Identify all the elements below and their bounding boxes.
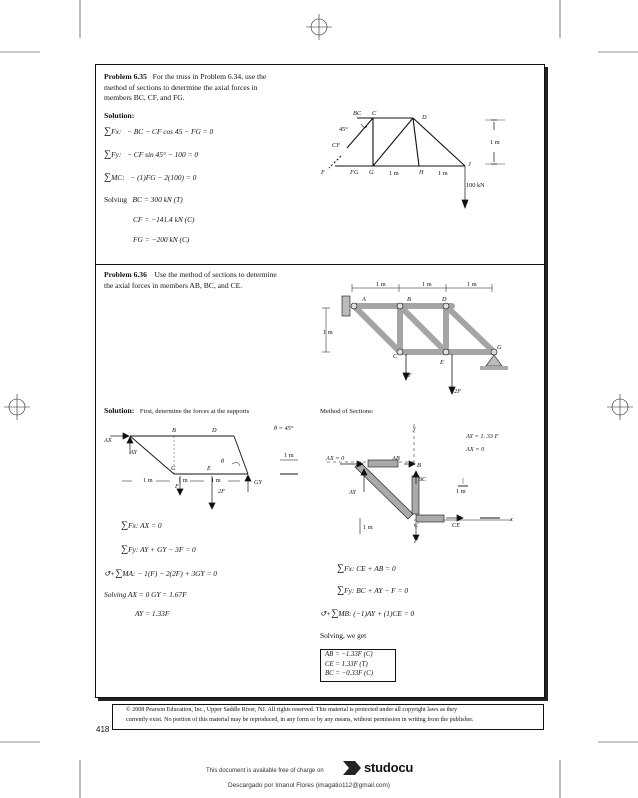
dim-label: 1 m [143, 477, 153, 484]
solution-label: Solution: [104, 111, 135, 120]
label-c: C [414, 522, 419, 529]
result-ay: AY = 1.33F [135, 609, 170, 618]
label-c: C [393, 353, 398, 360]
label-b: B [417, 462, 421, 469]
equation-sum-fy: ∑Fy: − CF sin 45° − 100 = 0 [104, 149, 199, 160]
label-d: D [212, 427, 217, 434]
equation-sum-fy: ∑Fy: AY + GY − 3F = 0 [121, 544, 196, 555]
label-ay: AY [130, 449, 138, 456]
result-ab: AB = −1.33F (C) [325, 651, 373, 658]
label-c: C [372, 110, 377, 117]
dim-label: 1 m [284, 452, 294, 459]
dim-label: 1 m [211, 477, 221, 484]
dim-label: 1 m [422, 281, 432, 288]
result-fg: FG = −200 kN (C) [133, 235, 190, 244]
result-cf: CF = −141.4 kN (C) [133, 215, 195, 224]
dim-label: 1 m [467, 281, 477, 288]
dim-label: 1 m [363, 524, 373, 531]
label-ax-zero: AX = 0 [326, 455, 345, 462]
label-x-axis: x [510, 516, 513, 523]
label-ax: AX [104, 437, 112, 444]
solving-supports: Solving AX = 0 GY = 1.67F [104, 590, 187, 599]
solving-line: Solving BC = 300 kN (T) [104, 195, 183, 204]
label-g: G [497, 344, 502, 351]
label-b: B [407, 296, 411, 303]
equation-sum-fx: ∑Fx: AX = 0 [121, 520, 162, 531]
dim-label: 1 m [376, 281, 386, 288]
statement-line: method of sections to determine the axial forces in [104, 82, 258, 92]
dim-label: 1 m [456, 488, 466, 495]
statement-line: members BC, CF, and FG. [104, 93, 185, 102]
copyright-line: © 2008 Pearson Education, Inc., Upper Saddle River, NJ. All rights reserved. This material is protected under all copyright laws as they [126, 707, 458, 713]
statement-line: For the truss in Problem 6.34, use the [152, 72, 267, 81]
member-dh [413, 118, 419, 166]
equation-sum-fx: ∑Fx: − BC − CF cos 45 − FG = 0 [104, 126, 214, 137]
label-c: C [171, 465, 176, 472]
label-ay: AY [349, 489, 357, 496]
label-bc: BC [418, 476, 427, 483]
result-bc: BC = −0.33F (C) [325, 670, 374, 677]
equation-sum-ma: ↺+∑MA: − 1(F) − 2(2F) + 3GY = 0 [104, 568, 217, 579]
studocu-brand: studocu [364, 760, 414, 775]
label-gy: GY [254, 479, 263, 486]
label-f: F [321, 169, 325, 176]
problem-heading: Problem 6.36 [104, 270, 147, 279]
load-label: 100 kN [466, 182, 485, 189]
label-h: H [419, 169, 424, 176]
label-y-axis: y [413, 425, 416, 432]
label-ab: AB [392, 455, 400, 462]
member-dj [413, 118, 465, 166]
label-angle: 45° [339, 126, 348, 133]
solution-header: Solution: First, determine the forces at the supports [104, 406, 250, 415]
label-2f: 2F [218, 488, 225, 495]
label-e: E [440, 359, 444, 366]
label-d: D [442, 296, 447, 303]
label-g: G [369, 169, 374, 176]
page-number: 418 [96, 725, 110, 734]
label-theta: θ [221, 458, 225, 465]
equation-sum-fy-section: ∑Fy: BC + AY − F = 0 [337, 585, 409, 596]
label-j: J [468, 161, 471, 168]
label-f: F [414, 538, 418, 545]
studocu-note: This document is available free of charge on [206, 768, 324, 774]
label-2f: 2F [454, 388, 461, 395]
result-ce: CE = 1.33F (T) [325, 660, 368, 668]
dim-label: 1 m [178, 477, 188, 484]
dim-label: 1 m [438, 170, 448, 177]
member-cf [347, 118, 373, 148]
dim-label: 1 m [490, 139, 500, 146]
problem-heading: Problem 6.35 [104, 72, 147, 81]
problem-6-35-statement [104, 72, 266, 104]
final-results-box [320, 649, 396, 682]
method-of-sections-label: Method of Sections: [320, 408, 374, 415]
statement-line: the axial forces in members AB, BC, and CE. [104, 280, 243, 290]
label-e: E [207, 465, 211, 472]
label-d: D [422, 114, 427, 121]
dim-label: 1 m [323, 329, 333, 336]
label-b: B [172, 427, 176, 434]
member-dg [373, 118, 413, 166]
studocu-icon [343, 761, 361, 775]
label-f: F [175, 483, 179, 490]
wall-support [342, 296, 350, 316]
label-theta-value: θ = 45° [274, 425, 294, 432]
problem-6-36-statement [104, 270, 277, 291]
studocu-logo[interactable] [343, 760, 413, 775]
label-ax-value: AX = 0 [466, 446, 485, 453]
equation-sum-fx-section: ∑Fx: CE + AB = 0 [337, 563, 396, 574]
label-a: A [362, 296, 366, 303]
download-note: Descargado por Imanol Flores (imagatio112@gmail.com) [228, 782, 390, 789]
copyright-line: currently exist. No portion of this material may be reproduced, in any form or by any means, without permission in writing from the publisher. [126, 717, 474, 723]
solving-section: Solving, we get [320, 631, 367, 640]
label-fg: FG [350, 169, 359, 176]
label-ce: CE [452, 522, 461, 529]
truss-section-figure-635 [315, 108, 525, 218]
label-cf: CF [332, 142, 341, 149]
dim-label: 1 m [389, 170, 399, 177]
equation-sum-mc: ∑MC: − (1)FG − 2(100) = 0 [104, 172, 197, 183]
label-bc: BC [353, 110, 362, 117]
equation-sum-mb-section: ↺+∑MB: (−1)AY + (1)CE = 0 [320, 608, 415, 619]
truss-figure-636 [320, 280, 520, 400]
statement-line: Use the method of sections to determine [154, 270, 277, 279]
label-f: F [408, 372, 412, 379]
label-ay-value: AY = 1. 33 F [466, 433, 499, 440]
